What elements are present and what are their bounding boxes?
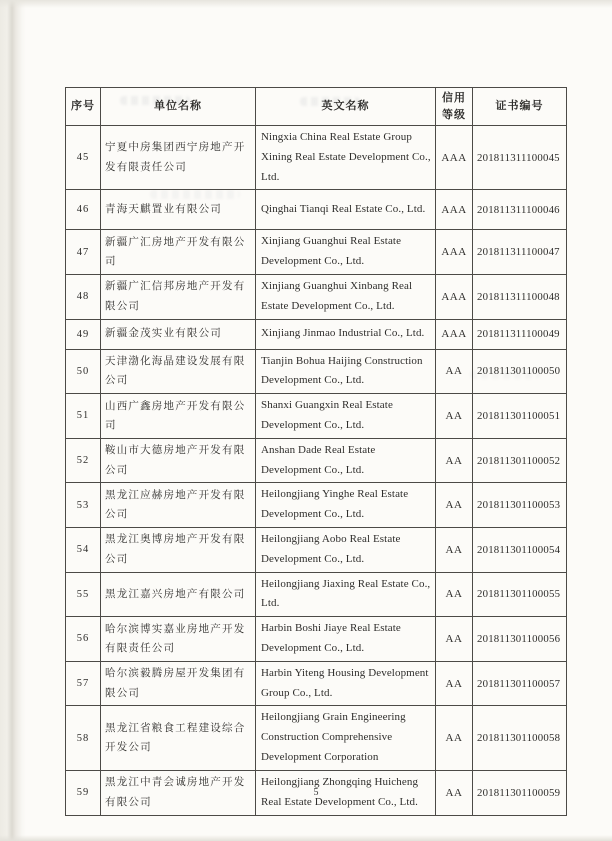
row-index: 51 xyxy=(66,394,101,439)
table-body xyxy=(66,126,567,816)
table-row xyxy=(66,617,567,662)
company-name-cn: 新疆广汇房地产开发有限公司 xyxy=(101,230,256,275)
col-header-company-name-en: 英文名称 xyxy=(256,88,436,126)
row-index: 50 xyxy=(66,349,101,394)
table-row xyxy=(66,527,567,572)
certificate-number: 201811301100053 xyxy=(473,483,567,528)
table-row xyxy=(66,126,567,190)
table-row xyxy=(66,319,567,349)
company-name-cn: 黑龙江奥博房地产开发有限公司 xyxy=(101,527,256,572)
table-row xyxy=(66,483,567,528)
company-name-en: Shanxi Guangxin Real Estate Development Co., Ltd. xyxy=(256,394,436,439)
certificate-number: 201811311100046 xyxy=(473,190,567,230)
certificate-number: 201811301100054 xyxy=(473,527,567,572)
table-row xyxy=(66,706,567,770)
company-name-en: Heilongjiang Zhongqing Huicheng Real Estate Development Co., Ltd. xyxy=(256,770,436,815)
row-index: 57 xyxy=(66,661,101,706)
certificate-number: 201811311100048 xyxy=(473,274,567,319)
scan-bottom-edge xyxy=(0,835,612,841)
company-name-en: Tianjin Bohua Haijing Construction Development Co., Ltd. xyxy=(256,349,436,394)
certificate-number: 201811301100057 xyxy=(473,661,567,706)
credit-rating: AA xyxy=(436,572,473,617)
table-row xyxy=(66,190,567,230)
certificate-number: 201811301100050 xyxy=(473,349,567,394)
company-name-cn: 青海天麒置业有限公司 xyxy=(101,190,256,230)
table-row xyxy=(66,394,567,439)
company-name-cn: 黑龙江嘉兴房地产有限公司 xyxy=(101,572,256,617)
company-name-cn: 黑龙江应赫房地产开发有限公司 xyxy=(101,483,256,528)
company-name-cn: 黑龙江中青会诚房地产开发有限公司 xyxy=(101,770,256,815)
table-row xyxy=(66,349,567,394)
row-index: 58 xyxy=(66,706,101,770)
col-header-credit-rating: 信用等级 xyxy=(436,88,473,126)
certificate-number: 201811301100052 xyxy=(473,438,567,483)
row-index: 47 xyxy=(66,230,101,275)
table-row xyxy=(66,572,567,617)
credit-rating: AA xyxy=(436,706,473,770)
certificate-number: 201811301100058 xyxy=(473,706,567,770)
company-name-en: Qinghai Tianqi Real Estate Co., Ltd. xyxy=(256,190,436,230)
credit-rating: AAA xyxy=(436,319,473,349)
scan-left-edge xyxy=(0,0,26,841)
company-name-cn: 哈尔滨博实嘉业房地产开发有限责任公司 xyxy=(101,617,256,662)
company-name-cn: 新疆广汇信邦房地产开发有限公司 xyxy=(101,274,256,319)
certificate-number: 201811301100055 xyxy=(473,572,567,617)
credit-rating: AA xyxy=(436,770,473,815)
certificate-number: 201811301100059 xyxy=(473,770,567,815)
credit-rating: AA xyxy=(436,661,473,706)
col-header-index: 序号 xyxy=(66,88,101,126)
credit-rating-table xyxy=(65,87,567,816)
row-index: 52 xyxy=(66,438,101,483)
company-name-cn: 黑龙江省粮食工程建设综合开发公司 xyxy=(101,706,256,770)
certificate-number: 201811301100051 xyxy=(473,394,567,439)
company-name-en: Ningxia China Real Estate Group Xining Real Estate Development Co., Ltd. xyxy=(256,126,436,190)
row-index: 55 xyxy=(66,572,101,617)
company-name-cn: 鞍山市大德房地产开发有限公司 xyxy=(101,438,256,483)
company-name-cn: 天津渤化海晶建设发展有限公司 xyxy=(101,349,256,394)
company-name-en: Heilongjiang Aobo Real Estate Development Co., Ltd. xyxy=(256,527,436,572)
certificate-number: 201811311100045 xyxy=(473,126,567,190)
company-name-en: Xinjiang Guanghui Xinbang Real Estate Development Co., Ltd. xyxy=(256,274,436,319)
certificate-number: 201811311100049 xyxy=(473,319,567,349)
table-row xyxy=(66,661,567,706)
credit-rating: AA xyxy=(436,438,473,483)
scan-top-edge xyxy=(0,0,612,8)
certificate-number: 201811311100047 xyxy=(473,230,567,275)
credit-rating: AA xyxy=(436,349,473,394)
company-name-en: Heilongjiang Yinghe Real Estate Development Co., Ltd. xyxy=(256,483,436,528)
credit-rating: AAA xyxy=(436,230,473,275)
page-number: 5 xyxy=(313,787,319,798)
col-header-certificate-no: 证书编号 xyxy=(473,88,567,126)
company-name-cn: 哈尔滨毅腾房屋开发集团有限公司 xyxy=(101,661,256,706)
row-index: 49 xyxy=(66,319,101,349)
table-header-row xyxy=(66,88,567,126)
credit-rating: AA xyxy=(436,394,473,439)
company-name-cn: 新疆金茂实业有限公司 xyxy=(101,319,256,349)
col-header-company-name-cn: 单位名称 xyxy=(101,88,256,126)
row-index: 48 xyxy=(66,274,101,319)
company-name-en: Anshan Dade Real Estate Development Co., Ltd. xyxy=(256,438,436,483)
row-index: 54 xyxy=(66,527,101,572)
row-index: 56 xyxy=(66,617,101,662)
table-row xyxy=(66,274,567,319)
credit-rating: AAA xyxy=(436,190,473,230)
credit-rating: AAA xyxy=(436,274,473,319)
company-name-en: Harbin Yiteng Housing Development Group Co., Ltd. xyxy=(256,661,436,706)
row-index: 45 xyxy=(66,126,101,190)
table-row xyxy=(66,438,567,483)
row-index: 59 xyxy=(66,770,101,815)
credit-rating: AAA xyxy=(436,126,473,190)
company-name-cn: 山西广鑫房地产开发有限公司 xyxy=(101,394,256,439)
table-row xyxy=(66,230,567,275)
row-index: 53 xyxy=(66,483,101,528)
row-index: 46 xyxy=(66,190,101,230)
credit-rating: AA xyxy=(436,483,473,528)
credit-rating: AA xyxy=(436,527,473,572)
company-name-en: Harbin Boshi Jiaye Real Estate Development Co., Ltd. xyxy=(256,617,436,662)
company-name-cn: 宁夏中房集团西宁房地产开发有限责任公司 xyxy=(101,126,256,190)
company-name-en: Heilongjiang Jiaxing Real Estate Co., Ltd. xyxy=(256,572,436,617)
company-name-en: Xinjiang Jinmao Industrial Co., Ltd. xyxy=(256,319,436,349)
company-name-en: Heilongjiang Grain Engineering Construction Comprehensive Development Corporation xyxy=(256,706,436,770)
credit-rating: AA xyxy=(436,617,473,662)
certificate-number: 201811301100056 xyxy=(473,617,567,662)
company-name-en: Xinjiang Guanghui Real Estate Development Co., Ltd. xyxy=(256,230,436,275)
